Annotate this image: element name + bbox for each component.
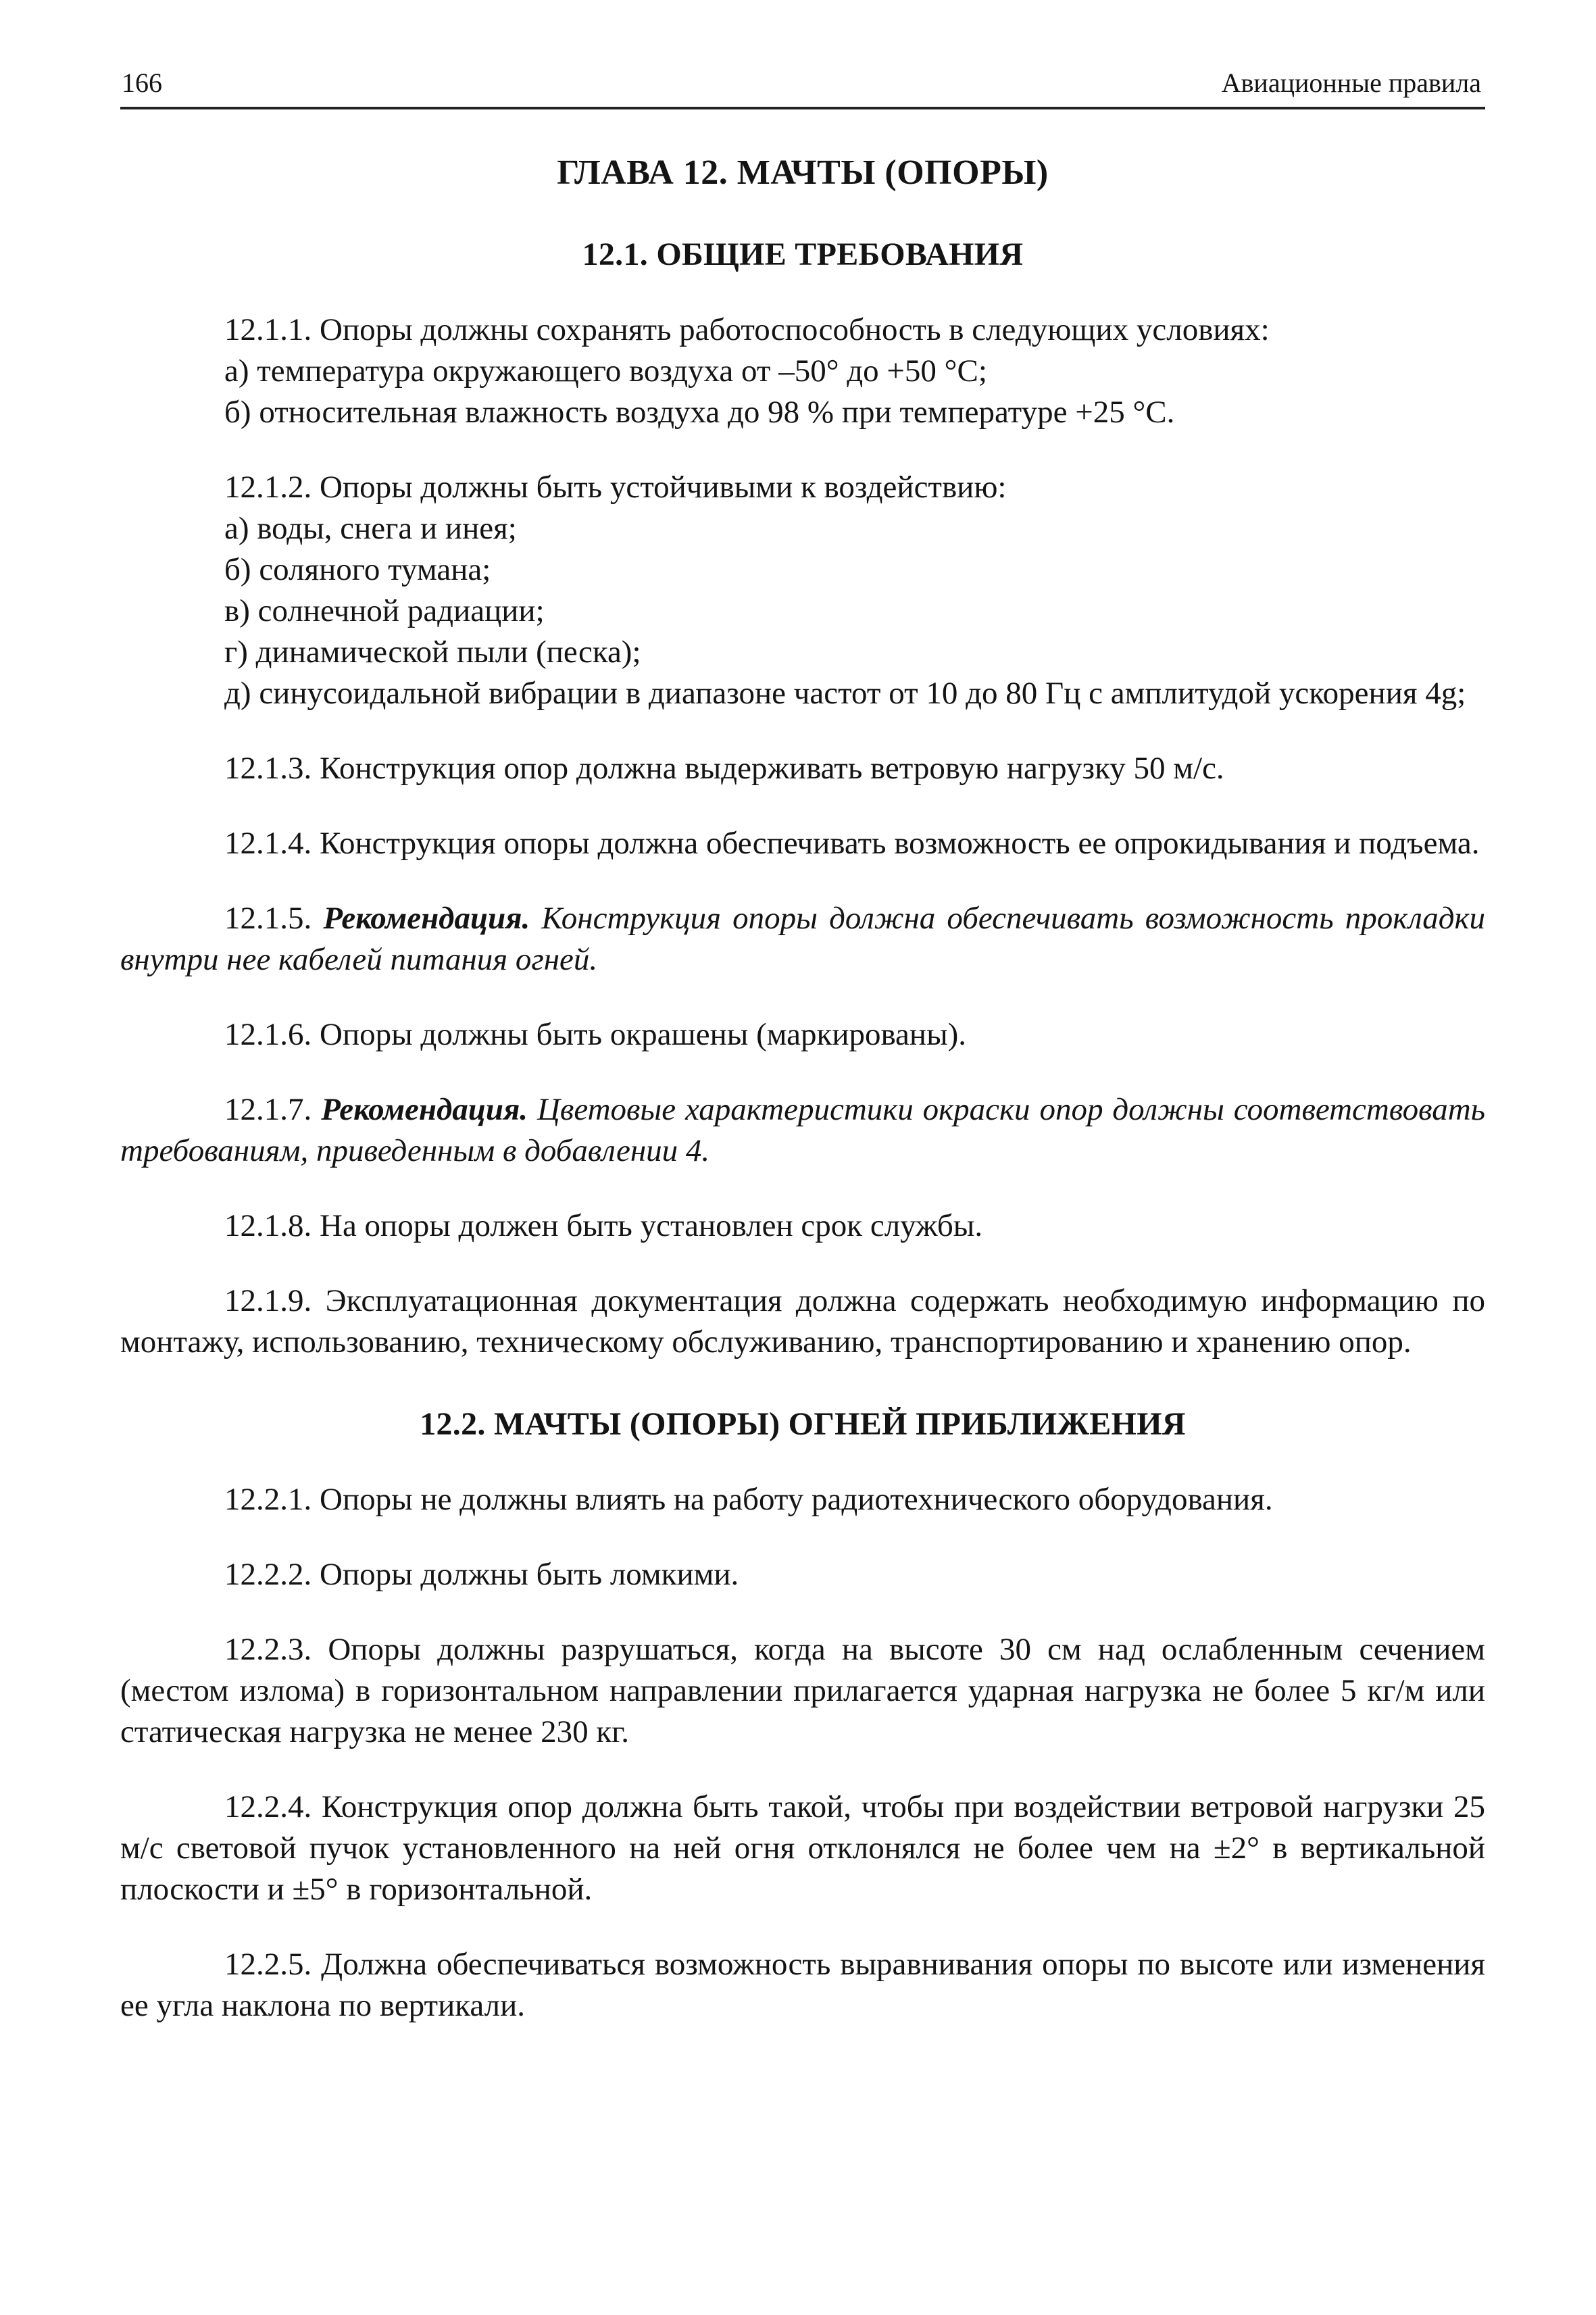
- section-12-2-body: [120, 1479, 1485, 2026]
- paragraph-12-1-9: 12.1.9. Эксплуатационная документация должна содержать необходимую информацию по монтажу, использованию, техническому обслуживанию, транспортированию и хранению опор.: [120, 1283, 1485, 1360]
- page-number: 166: [122, 68, 162, 98]
- book-title: Авиационные правила: [1221, 68, 1481, 98]
- list-item: б) относительная влажность воздуха до 98 % при температуре +25 °С.: [224, 395, 1175, 430]
- section-title-12-2: 12.2. МАЧТЫ (ОПОРЫ) ОГНЕЙ ПРИБЛИЖЕНИЯ: [420, 1406, 1186, 1442]
- recommendation-text: Конструкция опоры должна обеспечивать возможность прокладки внутри нее кабелей питания огней.: [120, 901, 1486, 977]
- paragraph-12-2-5: 12.2.5. Должна обеспечиваться возможность выравнивания опоры по высоте или изменения ее угла наклона по вертикали.: [120, 1947, 1485, 2023]
- paragraph-number: 12.1.5.: [224, 901, 312, 936]
- list-item: г) динамической пыли (песка);: [224, 634, 641, 670]
- paragraph-12-1-3: 12.1.3. Конструкция опор должна выдерживать ветровую нагрузку 50 м/с.: [224, 751, 1224, 786]
- document-page: [120, 68, 1485, 2026]
- paragraph-12-1-5: [120, 898, 1485, 980]
- list-item: д) синусоидальной вибрации в диапазоне частот от 10 до 80 Гц с амплитудой ускорения 4g;: [224, 676, 1466, 711]
- paragraph-12-2-2: 12.2.2. Опоры должны быть ломкими.: [224, 1557, 739, 1592]
- list-item: в) солнечной радиации;: [224, 593, 545, 628]
- chapter-title: ГЛАВА 12. МАЧТЫ (ОПОРЫ): [557, 153, 1049, 192]
- paragraph-12-1-8: 12.1.8. На опоры должен быть установлен срок службы.: [224, 1208, 983, 1243]
- paragraph-12-1-7: [120, 1089, 1485, 1172]
- section-title-12-1: 12.1. ОБЩИЕ ТРЕБОВАНИЯ: [582, 237, 1024, 272]
- paragraph-12-1-4: 12.1.4. Конструкция опоры должна обеспечивать возможность ее опрокидывания и подъема.: [224, 826, 1480, 861]
- list-item: б) соляного тумана;: [224, 552, 491, 587]
- paragraph-12-1-2: 12.1.2. Опоры должны быть устойчивыми к воздействию:: [224, 470, 1007, 505]
- paragraph-number: 12.1.7.: [224, 1092, 312, 1127]
- paragraph-12-1-6: 12.1.6. Опоры должны быть окрашены (маркированы).: [224, 1017, 967, 1052]
- paragraph-12-2-1: 12.2.1. Опоры не должны влиять на работу радиотехнического оборудования.: [224, 1482, 1273, 1517]
- list-item: а) воды, снега и инея;: [224, 511, 517, 546]
- paragraph-12-1-1: 12.1.1. Опоры должны сохранять работоспособность в следующих условиях:: [224, 312, 1270, 347]
- running-header: [120, 68, 1485, 109]
- paragraph-12-2-3: 12.2.3. Опоры должны разрушаться, когда на высоте 30 см над ослабленным сечением (местом излома) в горизонтальном направлении прилагается ударная нагрузка не более 5 кг/м или статическая нагрузка не менее 230 кг.: [120, 1632, 1485, 1749]
- paragraph-12-2-4: 12.2.4. Конструкция опор должна быть такой, чтобы при воздействии ветровой нагрузки 25 м/с световой пучок установленного на ней огня отклонялся не более чем на ±2° в вертикальной плоскости и ±5° в горизонтальной.: [120, 1789, 1485, 1907]
- recommendation-label: Рекомендация.: [321, 1092, 528, 1127]
- section-12-1-body: [120, 309, 1485, 1363]
- recommendation-text: Цветовые характеристики окраски опор должны соответствовать требованиям, приведенным в добавлении 4.: [120, 1092, 1486, 1168]
- recommendation-label: Рекомендация.: [323, 901, 530, 936]
- list-item: а) температура окружающего воздуха от –50° до +50 °С;: [224, 353, 987, 389]
